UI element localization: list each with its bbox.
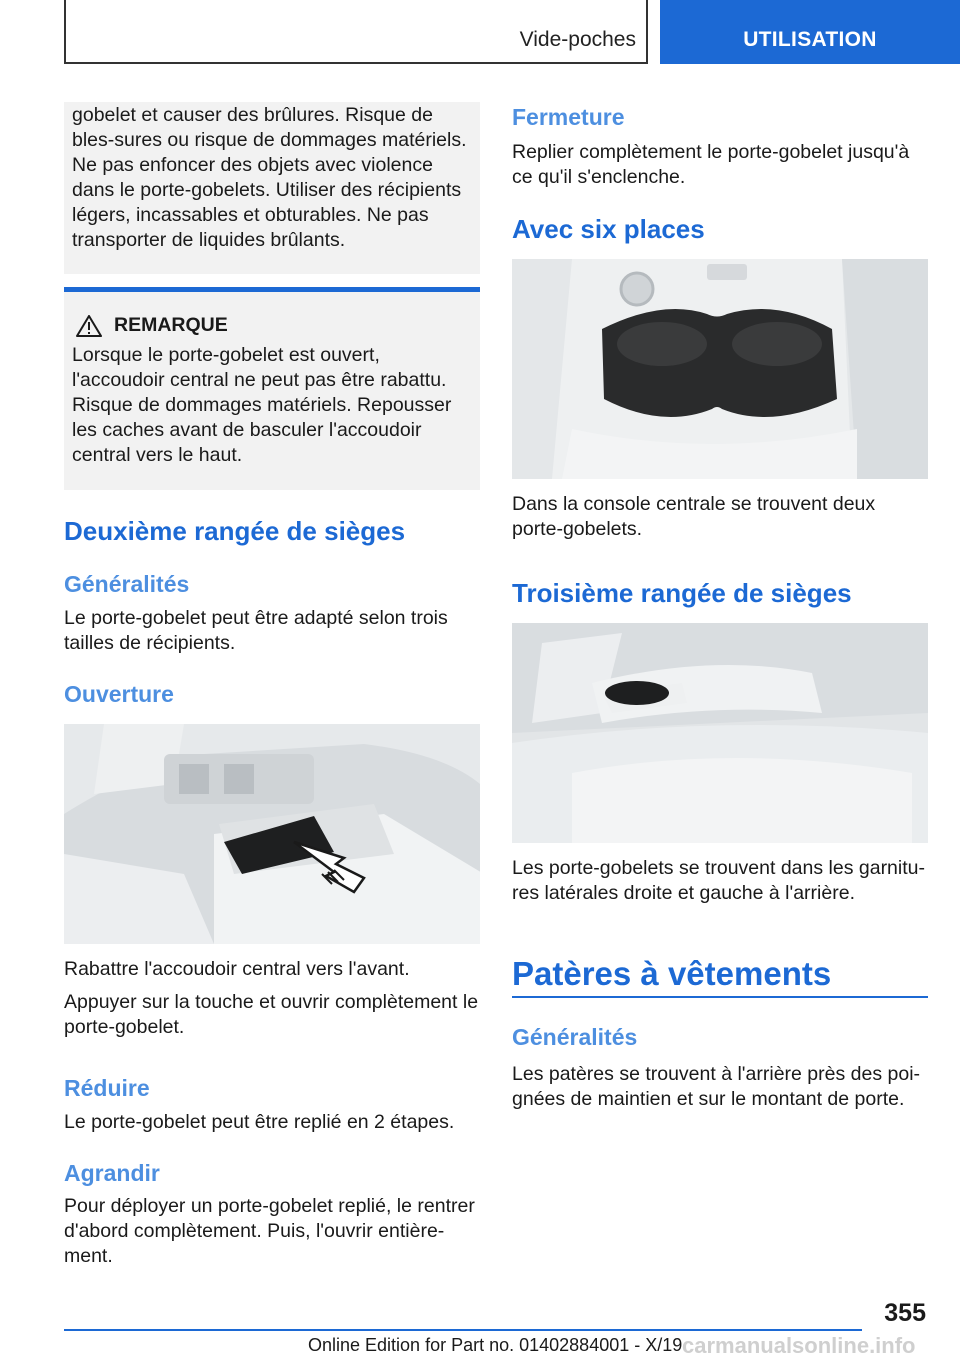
header-section-title: Vide-poches [519, 28, 636, 51]
text-open-1: Rabattre l'accoudoir central vers l'avant. [64, 958, 410, 980]
hooks-rule [512, 996, 928, 998]
text-enlarge: Pour déployer un porte-gobelet replié, le rentrer d'abord complètement. Puis, l'ouvrir entière-ment. [64, 1195, 475, 1267]
warning-box [64, 102, 480, 274]
notice-label: REMARQUE [114, 314, 228, 336]
text-hooks: Les patères se trouvent à l'arrière près des poi-gnées de maintien et sur le montant de porte. [512, 1063, 921, 1110]
warning-triangle-icon [76, 315, 102, 337]
text-open-2: Appuyer sur la touche et ouvrir complètement le porte-gobelet. [64, 991, 479, 1038]
text-row3: Les porte-gobelets se trouvent dans les garnitu-res latérales droite et gauche à l'arrière. [512, 857, 925, 904]
text-general: Le porte-gobelet peut être adapté selon trois tailles de récipients. [64, 607, 448, 654]
image-side-trim-cupholder [512, 623, 928, 843]
text-six-seats: Dans la console centrale se trouvent deux porte-gobelets. [512, 493, 876, 540]
footer-rule [64, 1329, 862, 1331]
text-reduce: Le porte-gobelet peut être replié en 2 étapes. [64, 1111, 455, 1133]
footer-edition: Online Edition for Part no. 01402884001 - X/19 [308, 1335, 683, 1355]
heading-row3: Troisième rangée de sièges [512, 578, 852, 608]
notice-heading [76, 314, 472, 337]
heading-six-seats: Avec six places [512, 214, 705, 244]
heading-reduce: Réduire [64, 1075, 150, 1101]
heading-close: Fermeture [512, 104, 625, 130]
text-close: Replier complètement le porte-gobelet jusqu'à ce qu'il s'enclenche. [512, 141, 910, 188]
heading-hooks: Patères à vêtements [512, 955, 832, 992]
page-number: 355 [884, 1299, 926, 1327]
footer-watermark: carmanualsonline.info [682, 1333, 916, 1358]
image-console-cupholders [512, 259, 928, 479]
heading-row2: Deuxième rangée de sièges [64, 516, 406, 546]
header-chapter-tab[interactable]: UTILISATION [660, 0, 960, 64]
heading-enlarge: Agrandir [64, 1160, 160, 1186]
notice-box [64, 292, 480, 490]
image-armrest-cupholder [64, 724, 480, 944]
heading-open: Ouverture [64, 681, 174, 707]
heading-general-2: Généralités [512, 1024, 638, 1050]
notice-text: Lorsque le porte-gobelet est ouvert, l'accoudoir central ne peut pas être rabattu. Risque de dommages matériels. Repousser les caches avant de basculer l'accoudoir central vers le haut. [72, 344, 452, 466]
heading-general: Généralités [64, 571, 190, 597]
warning-text: gobelet et causer des brûlures. Risque de bles-sures ou risque de dommages matériels. Ne pas enfoncer des objets avec violence dans le porte-gobelets. Utiliser des récipients légers, incassables et obturables. Ne pas transporter de liquides brûlants. [72, 104, 467, 251]
